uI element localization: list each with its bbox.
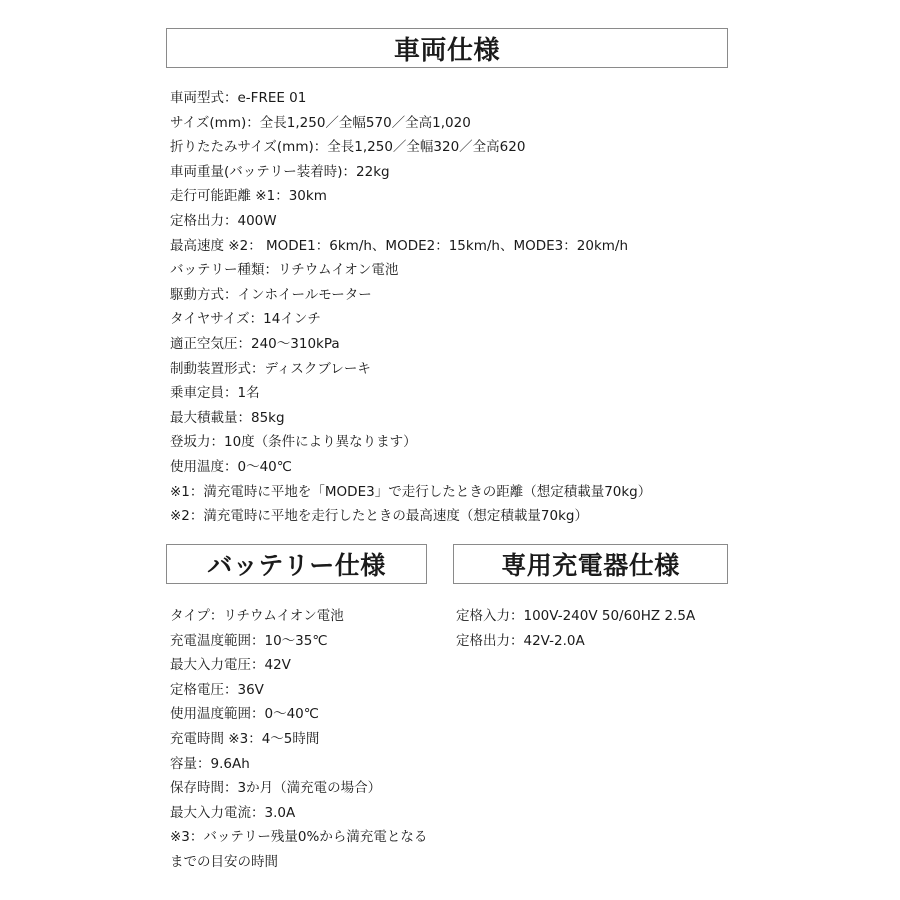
spec-item-rated-output: 定格出力：400W	[170, 212, 277, 229]
spec-item-max-speed: 最高速度 ※2： MODE1：6km/h、MODE2：15km/h、MODE3：20km/h	[170, 237, 629, 254]
spec-item-tire-pressure: 適正空気圧：240〜310kPa	[170, 335, 340, 352]
battery-item-type: タイプ：リチウムイオン電池	[170, 608, 344, 624]
battery-item-capacity: 容量：9.6Ah	[170, 755, 250, 772]
spec-item-capacity: 乗車定員：1名	[170, 385, 260, 402]
battery-note-3: ※3：バッテリー残量0%から満充電となる	[170, 829, 428, 846]
spec-item-folded-size: 折りたたみサイズ(mm)：全長1,250／全幅320／全高620	[170, 139, 526, 156]
spec-item-range: 走行可能距離 ※1：30km	[170, 188, 327, 205]
vehicle-spec-list	[170, 86, 651, 529]
battery-item-operating-temp: 使用温度範囲：0〜40℃	[170, 706, 319, 723]
spec-item-weight: 車両重量(バッテリー装着時)：22kg	[170, 163, 390, 180]
spec-item-max-load: 最大積載量：85kg	[170, 409, 285, 426]
charger-item-rated-input: 定格入力：100V-240V 50/60HZ 2.5A	[456, 608, 696, 624]
spec-item-tire-size: タイヤサイズ：14インチ	[170, 311, 321, 328]
battery-item-charge-time: 充電時間 ※3：4〜5時間	[170, 730, 320, 747]
battery-spec-title	[166, 544, 427, 584]
battery-spec-title-text: バッテリー仕様	[207, 551, 386, 580]
vehicle-spec-title	[166, 28, 728, 68]
battery-item-storage-time: 保存時間：3か月（満充電の場合）	[170, 780, 382, 797]
spec-item-drive-system: 駆動方式：インホイールモーター	[170, 286, 372, 303]
battery-spec-list	[170, 604, 427, 875]
vehicle-spec-title-text: 車両仕様	[393, 35, 500, 66]
spec-item-operating-temp: 使用温度：0〜40℃	[170, 458, 292, 475]
spec-item-brake-type: 制動装置形式：ディスクブレーキ	[170, 360, 371, 377]
battery-item-charge-temp: 充電温度範囲：10〜35℃	[170, 632, 328, 649]
battery-note-3-cont: までの目安の時間	[170, 853, 278, 870]
battery-item-max-input-voltage: 最大入力電圧：42V	[170, 657, 291, 674]
battery-item-max-input-current: 最大入力電流：3.0A	[170, 804, 296, 821]
spec-item-model: 車両型式：e-FREE 01	[170, 90, 307, 106]
spec-note-1: ※1：満充電時に平地を「MODE3」で走行したときの距離（想定積載量70kg）	[170, 483, 652, 500]
spec-item-climbing: 登坂力：10度（条件により異なります）	[170, 434, 417, 451]
spec-item-size: サイズ(mm)：全長1,250／全幅570／全高1,020	[170, 114, 471, 131]
battery-item-rated-voltage: 定格電圧：36V	[170, 681, 264, 698]
charger-item-rated-output: 定格出力：42V-2.0A	[456, 632, 585, 649]
charger-spec-title	[453, 544, 728, 584]
spec-note-2: ※2：満充電時に平地を走行したときの最高速度（想定積載量70kg）	[170, 508, 588, 525]
charger-spec-list	[456, 604, 695, 653]
charger-spec-title-text: 専用充電器仕様	[501, 551, 680, 580]
spec-item-battery-type: バッテリー種類：リチウムイオン電池	[170, 262, 399, 279]
